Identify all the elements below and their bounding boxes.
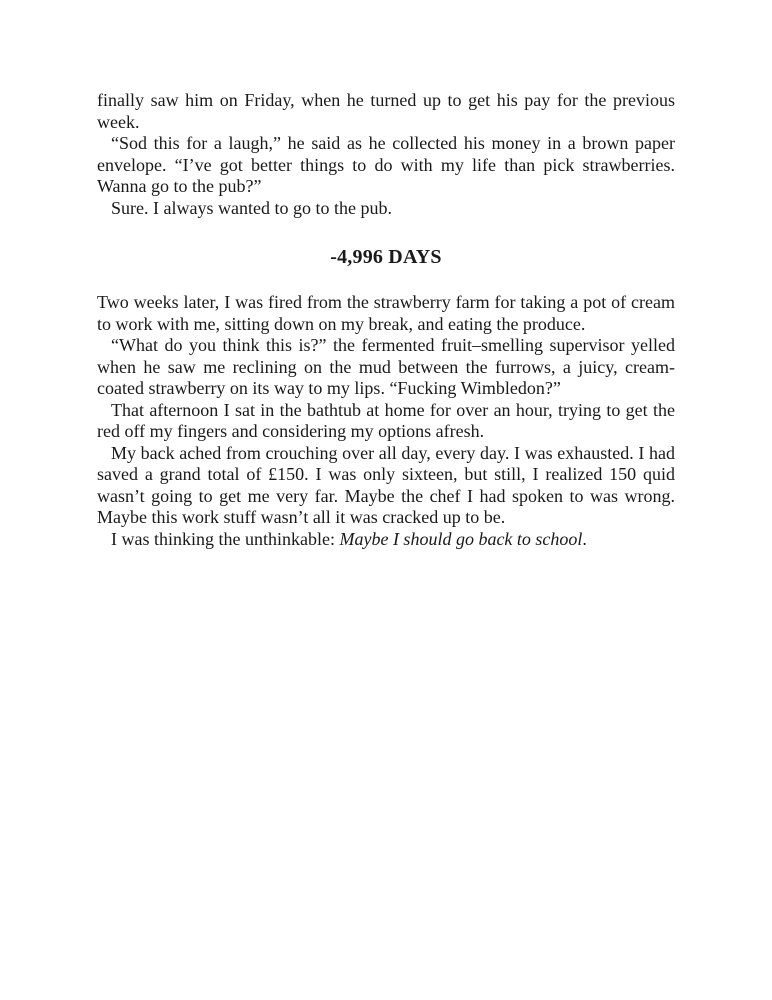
paragraph-fired: Two weeks later, I was fired from the strawberry farm for taking a pot of cream to work with me, sitting down on my break, and eating the produce. (97, 292, 675, 334)
paragraph-bathtub: That afternoon I sat in the bathtub at home for over an hour, trying to get the red off my fingers and considering my options afresh. (97, 399, 675, 441)
paragraph-dialogue-laugh: “Sod this for a laugh,” he said as he collected his money in a brown paper envelope. “I’ve got better things to do with my life than pick strawberries. Wanna go to the pub?” (97, 133, 675, 196)
paragraph-unthinkable (97, 529, 675, 551)
unthinkable-italic: Maybe I should go back to school (339, 528, 583, 549)
unthinkable-tail: . (582, 528, 587, 549)
paragraph-supervisor: “What do you think this is?” the fermented fruit–smelling supervisor yelled when he saw me reclining on the mud between the furrows, a juicy, cream-coated strawberry on its way to my lips. “Fucking Wimbledon?” (97, 335, 675, 398)
section-heading: -4,996 DAYS (330, 246, 442, 268)
paragraph-back-ached: My back ached from crouching over all day, every day. I was exhausted. I had saved a grand total of £150. I was only sixteen, but still, I realized 150 quid wasn’t going to get me very far. Maybe the chef I had spoken to was wrong. Maybe this work stuff wasn’t all it was cracked up to be. (97, 442, 675, 527)
paragraph-pub: Sure. I always wanted to go to the pub. (111, 197, 392, 218)
unthinkable-lead: I was thinking the unthinkable: (111, 528, 340, 549)
paragraph-continuation: finally saw him on Friday, when he turned up to get his pay for the previous week. (97, 90, 675, 132)
page-body (97, 90, 675, 550)
